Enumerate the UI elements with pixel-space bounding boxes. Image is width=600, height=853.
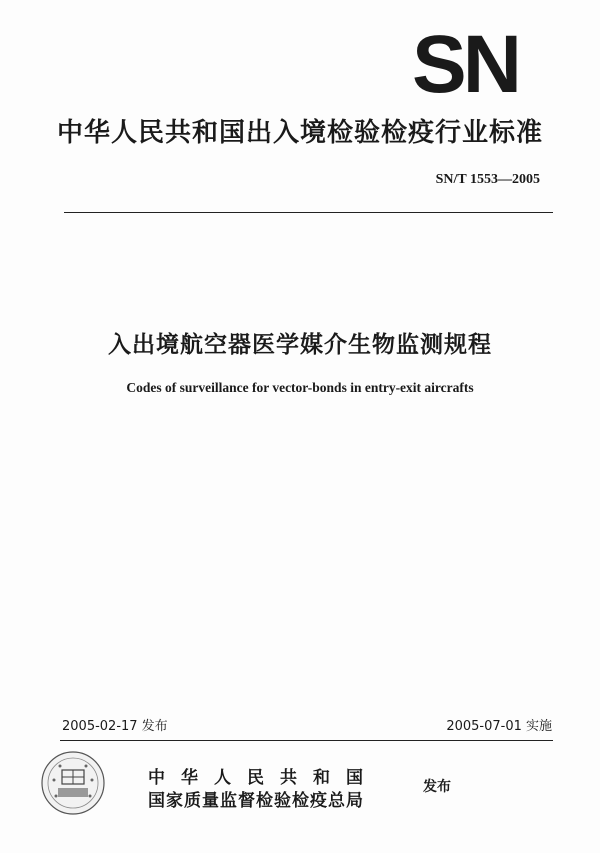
issued-label: 发布 [423, 779, 451, 795]
issuer-agency: 国家质量监督检验检疫总局 [148, 791, 364, 811]
standard-code: SN/T 1553—2005 [435, 172, 540, 187]
document-title-cn: 入出境航空器医学媒介生物监测规程 [108, 332, 492, 358]
issuer-country: 中华人民共和国 [148, 768, 379, 788]
sn-logo [400, 28, 530, 98]
header-divider [64, 212, 553, 213]
official-seal-icon [40, 750, 106, 816]
implementation-date: 2005-07-01 实施 [446, 719, 552, 734]
sn-logo-text: SN [412, 28, 518, 98]
issue-date: 2005-02-17 发布 [62, 719, 168, 734]
footer-divider [60, 740, 553, 741]
document-title-en: Codes of surveillance for vector-bonds in entry-exit aircrafts [126, 380, 474, 395]
industry-standard-title: 中华人民共和国出入境检验检疫行业标准 [56, 118, 543, 148]
